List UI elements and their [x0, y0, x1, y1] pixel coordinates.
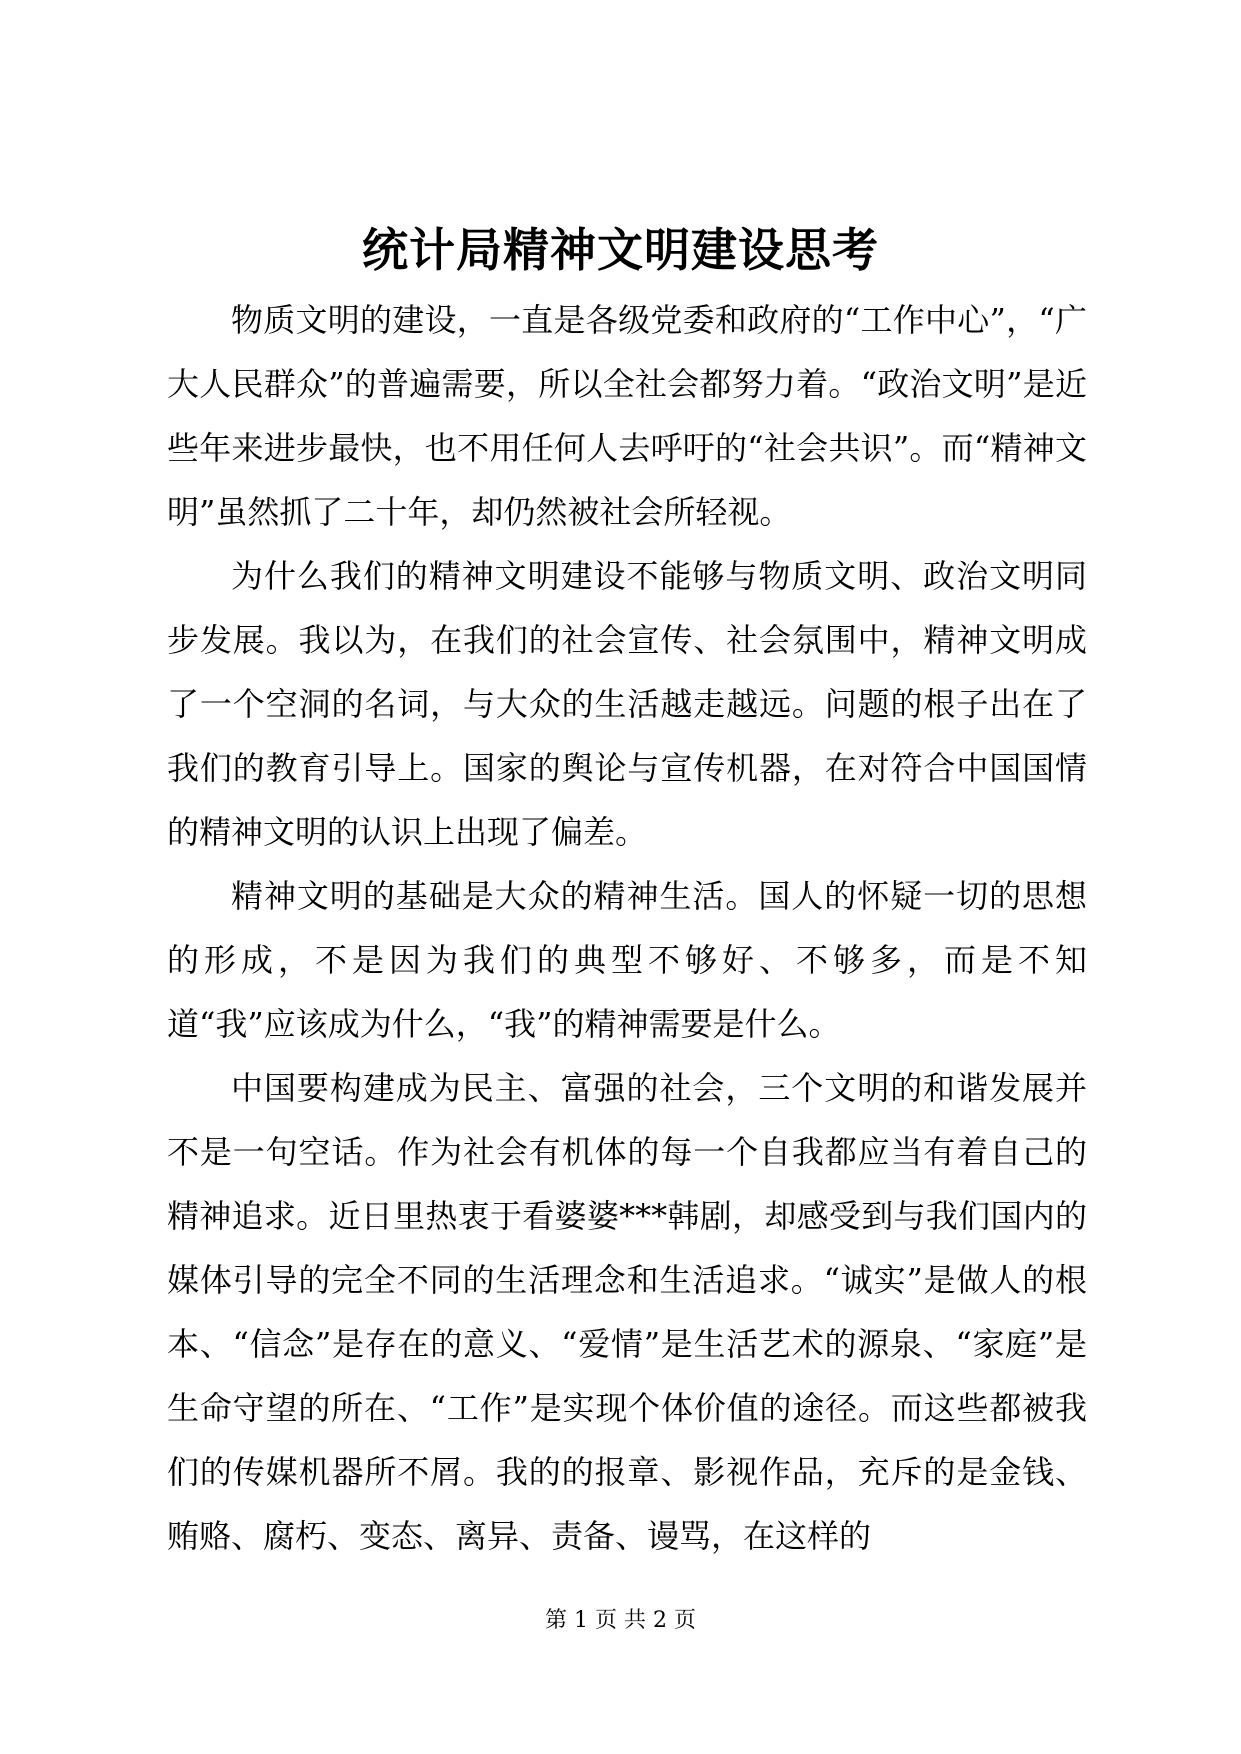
document-title: 统计局精神文明建设思考: [362, 223, 879, 277]
paragraph: 物质文明的建设，一直是各级党委和政府的“工作中心”，“广大人民群众”的普遍需要，所以全社会都努力着。“政治文明”是近些年来进步最快，也不用任何人去呼吁的“社会共识”。而“精神文明”虽然抓了二十年，却仍然被社会所轻视。: [167, 301, 1087, 531]
page-number-footer: 第 1 页 共 2 页: [545, 1608, 696, 1633]
paragraph: 精神文明的基础是大众的精神生活。国人的怀疑一切的思想的形成，不是因为我们的典型不够好、不够多，而是不知道“我”应该成为什么，“我”的精神需要是什么。: [167, 877, 1087, 1043]
paragraph: 中国要构建成为民主、富强的社会，三个文明的和谐发展并不是一句空话。作为社会有机体的每一个自我都应当有着自己的精神追求。近日里热衷于看婆婆***韩剧，却感受到与我们国内的媒体引导的完全不同的生活理念和生活追求。“诚实”是做人的根本、“信念”是存在的意义、“爱情”是生活艺术的源泉、“家庭”是生命守望的所在、“工作”是实现个体价值的途径。而这些都被我们的传媒机器所不屑。我的的报章、影视作品，充斥的是金钱、贿赂、腐朽、变态、离异、责备、谩骂，在这样的: [167, 1069, 1087, 1555]
document-body: [167, 288, 1087, 1568]
paragraph: 为什么我们的精神文明建设不能够与物质文明、政治文明同步发展。我以为，在我们的社会宣传、社会氛围中，精神文明成了一个空洞的名词，与大众的生活越走越远。问题的根子出在了我们的教育引导上。国家的舆论与宣传机器，在对符合中国国情的精神文明的认识上出现了偏差。: [167, 557, 1087, 851]
